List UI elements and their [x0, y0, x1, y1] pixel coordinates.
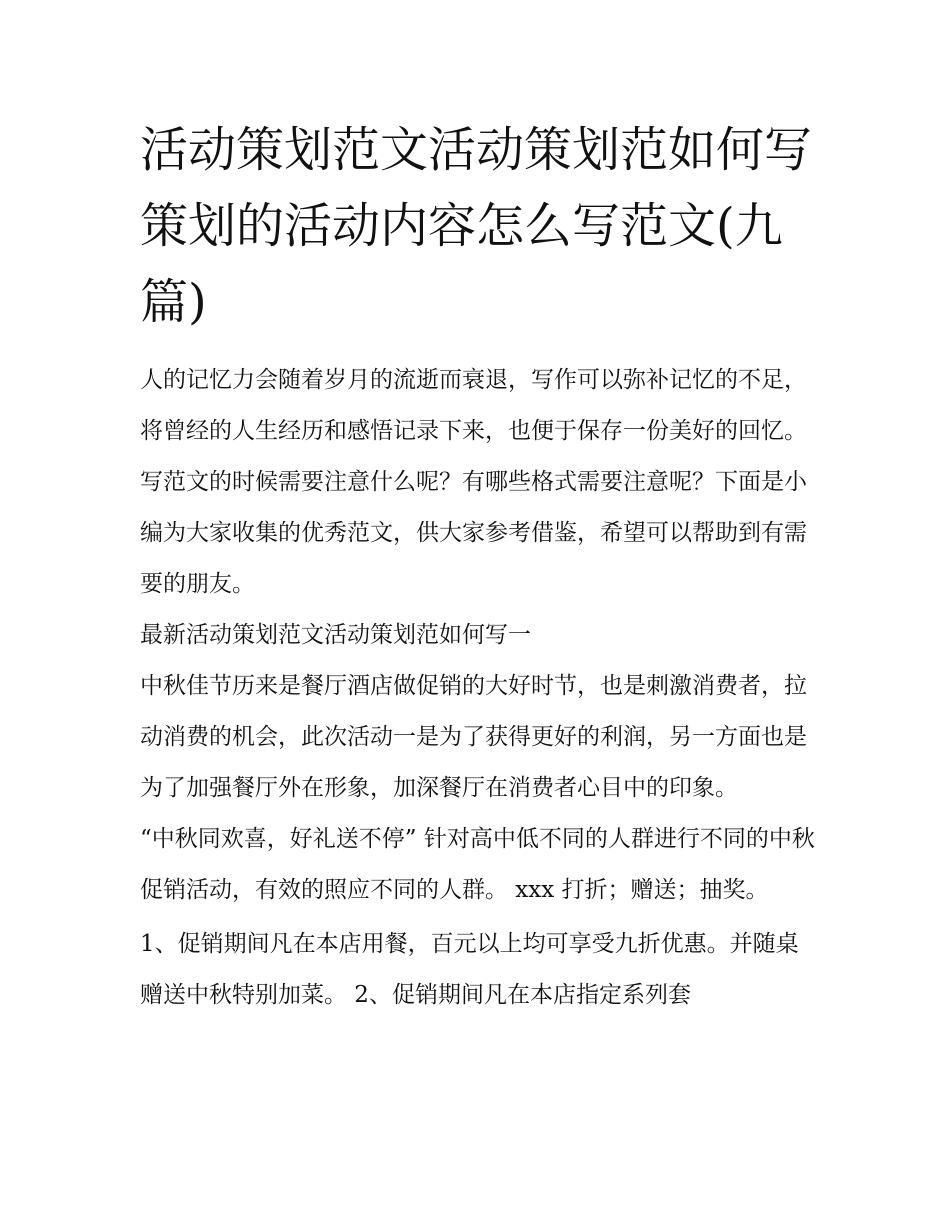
- intro-paragraph: 人的记忆力会随着岁月的流逝而衰退，写作可以弥补记忆的不足，将曾经的人生经历和感悟记录下来，也便于保存一份美好的回忆。写范文的时候需要注意什么呢？有哪些格式需要注意呢？下面是小编为大家收集的优秀范文，供大家参考借鉴，希望可以帮助到有需要的朋友。: [140, 367, 807, 597]
- document-title: 活动策划范文活动策划范如何写 策划的活动内容怎么写范文(九篇): [140, 122, 813, 330]
- body-paragraph: 1、促销期间凡在本店用餐，百元以上均可享受九折优惠。并随桌赠送中秋特别加菜。 2、促销期间凡在本店指定系列套: [140, 931, 799, 1008]
- document-body: [140, 355, 820, 1021]
- body-paragraph: “中秋同欢喜，好礼送不停” 针对高中低不同的人群进行不同的中秋促销活动，有效的照应不同的人群。 xxx 打折；赠送；抽奖。: [140, 826, 815, 903]
- section-heading: 最新活动策划范文活动策划范如何写一: [140, 622, 531, 648]
- body-paragraph: 中秋佳节历来是餐厅酒店做促销的大好时节，也是刺激消费者，拉动消费的机会，此次活动一是为了获得更好的利润，另一方面也是为了加强餐厅外在形象，加深餐厅在消费者心目中的印象。: [140, 673, 807, 801]
